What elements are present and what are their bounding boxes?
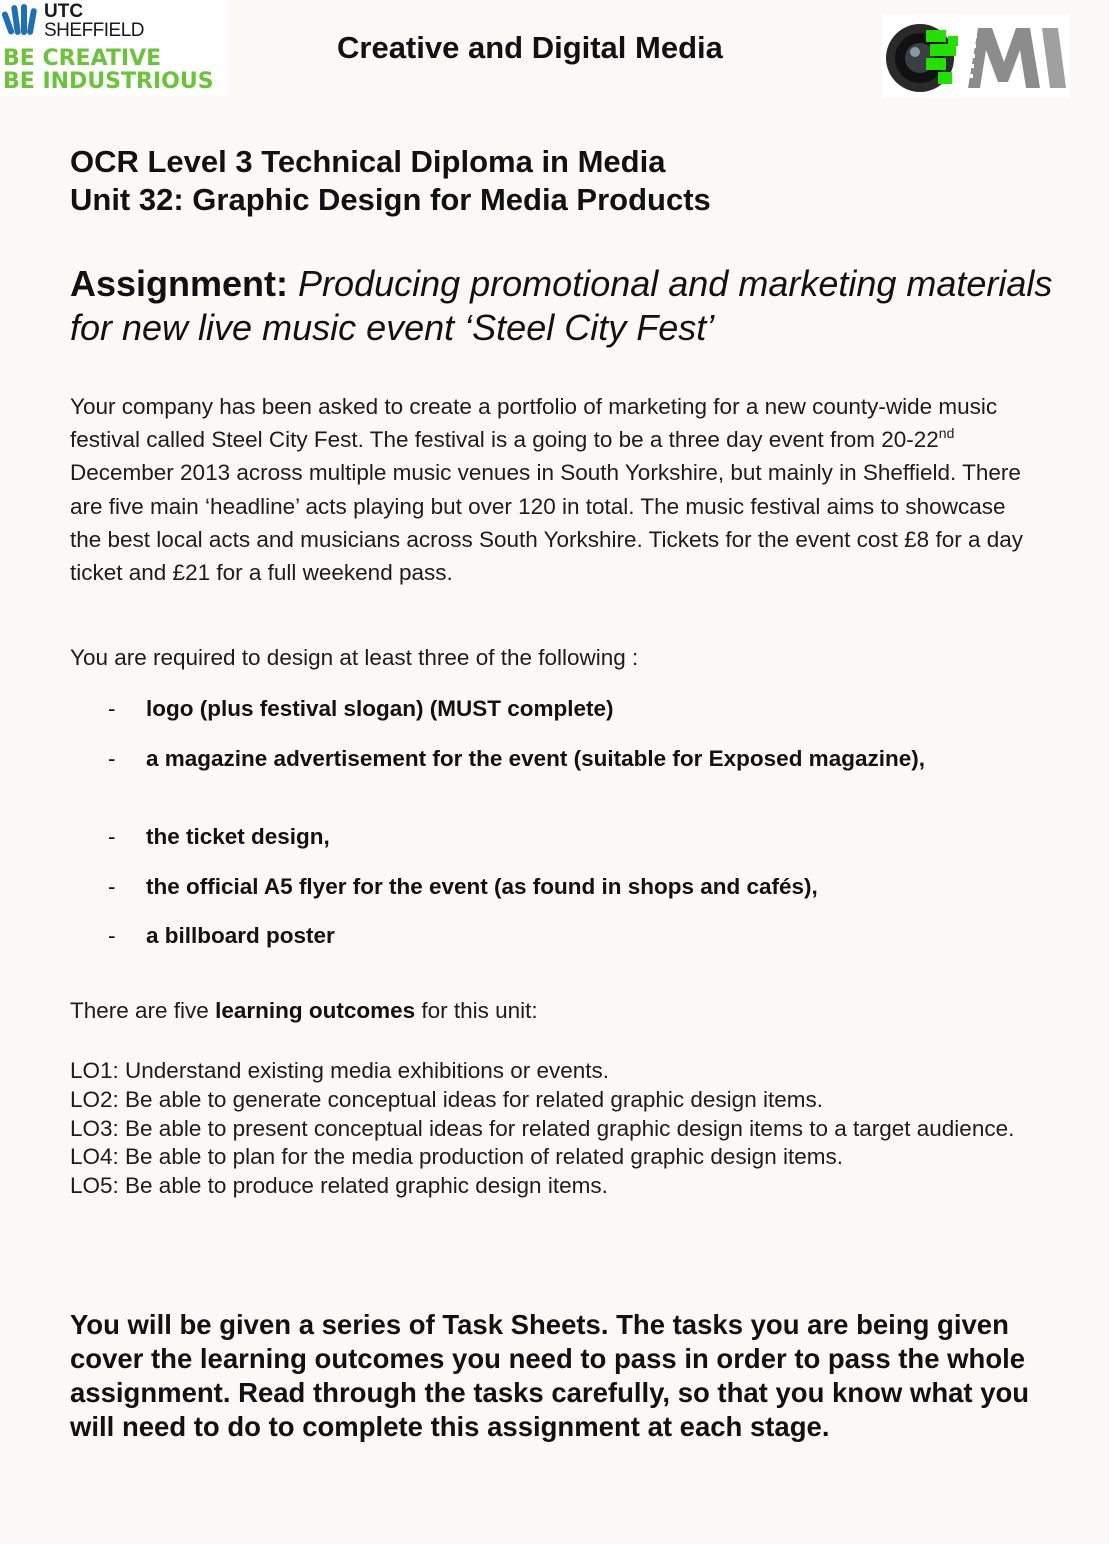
- intro-superscript: nd: [938, 425, 955, 442]
- outcomes-intro-before: There are five: [70, 998, 216, 1023]
- intro-part-1: Your company has been asked to create a portfolio of marketing for a new county-wide music festival called Steel City Fest. The festival is a going to be a three day event from 20-22: [70, 394, 998, 453]
- intro-paragraph: [70, 390, 1030, 589]
- assignment-heading: [70, 262, 1060, 350]
- learning-outcome: LO1: Understand existing media exhibitions or events.: [70, 1058, 610, 1083]
- learning-outcome: LO3: Be able to present conceptual ideas for related graphic design items to a target audience.: [70, 1115, 1015, 1141]
- qualification-title: OCR Level 3 Technical Diploma in Media: [70, 144, 666, 179]
- learning-outcomes-list: [70, 1057, 1030, 1201]
- dash-bullet: -: [108, 874, 116, 899]
- intro-part-2: December 2013 across multiple music venues in South Yorkshire, but mainly in Sheffield. There are five main ‘headline’ acts playing but over 120 in total. The music festival aims to showcase the best local acts and musicians across South Yorkshire. Tickets for the event cost £8 for a day ticket and £21 for a full weekend pass.: [70, 460, 1023, 586]
- dash-bullet: -: [108, 923, 116, 948]
- dash-bullet: -: [108, 746, 116, 771]
- outcomes-intro: [70, 998, 538, 1024]
- outcomes-intro-bold: learning outcomes: [215, 998, 416, 1023]
- list-item-text: a magazine advertisement for the event (suitable for Exposed magazine),: [146, 746, 925, 771]
- list-item-text: the official A5 flyer for the event (as found in shops and cafés),: [146, 874, 818, 899]
- page-header-title: Creative and Digital Media: [337, 30, 723, 65]
- dash-bullet: -: [108, 824, 116, 849]
- utc-sheffield-logo: [0, 0, 228, 96]
- utc-label: UTC: [44, 1, 84, 22]
- camera-lens-film-icon: [882, 14, 1070, 98]
- list-item-text: a billboard poster: [146, 923, 335, 948]
- course-heading: [70, 143, 711, 219]
- unit-title: Unit 32: Graphic Design for Media Products: [70, 182, 711, 217]
- slogan-line-2: BE INDUSTRIOUS: [3, 69, 214, 94]
- assignment-label: Assignment:: [70, 263, 289, 304]
- dash-bullet: -: [108, 696, 116, 721]
- closing-instructions: You will be given a series of Task Sheets. The tasks you are being given cover the learning outcomes you need to pass in order to pass the whole assignment. Read through the tasks carefully, so that you know what you will need to do to complete this assignment at each stage.: [70, 1309, 1030, 1442]
- learning-outcome: LO2: Be able to generate conceptual ideas for related graphic design items.: [70, 1086, 823, 1112]
- list-item-text: the ticket design,: [146, 824, 330, 849]
- list-item-text: logo (plus festival slogan) (MUST complete): [146, 696, 614, 721]
- assignment-title: Producing promotional and marketing materials for new live music event ‘Steel City Fest’: [70, 263, 1053, 348]
- sheffield-label: SHEFFIELD: [44, 20, 145, 41]
- cdm-logo: [882, 14, 1070, 98]
- outcomes-intro-after: for this unit:: [415, 998, 538, 1023]
- requirements-intro: You are required to design at least three of the following :: [70, 645, 639, 670]
- learning-outcome: LO4: Be able to plan for the media production of related graphic design items.: [70, 1144, 843, 1170]
- utc-hand-icon: [2, 2, 40, 40]
- slogan-line-1: BE CREATIVE: [3, 46, 162, 71]
- learning-outcome: LO5: Be able to produce related graphic design items.: [70, 1173, 608, 1199]
